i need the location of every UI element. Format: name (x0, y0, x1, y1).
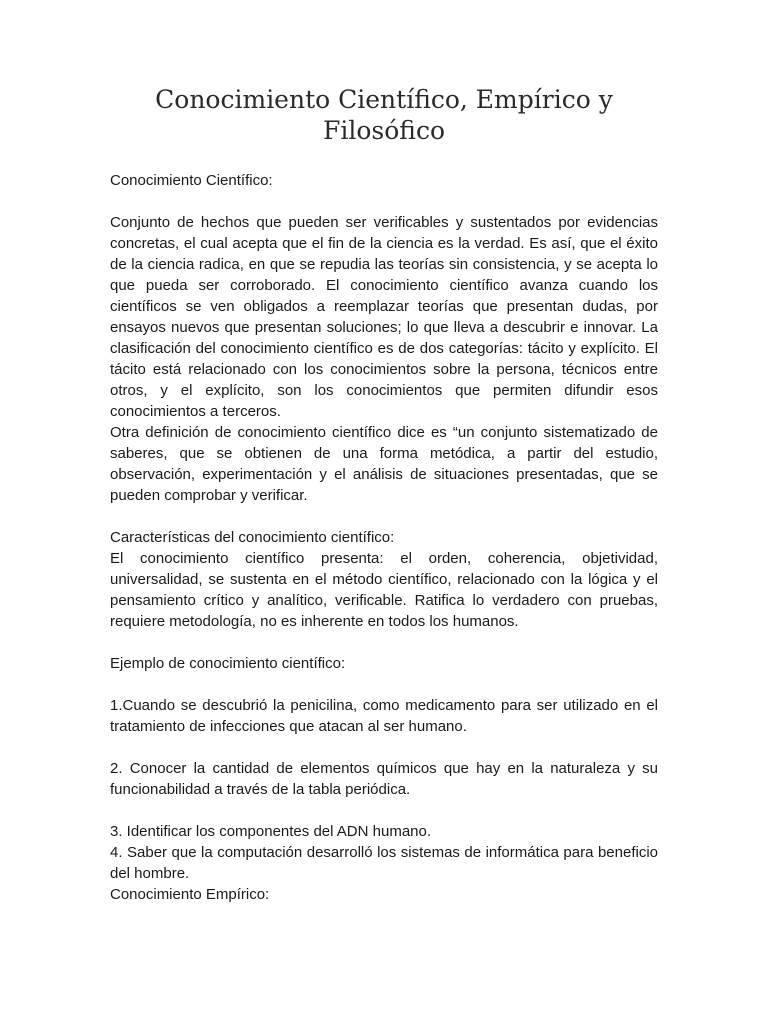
title-line-2: Filosófico (323, 116, 445, 145)
spacer (110, 632, 658, 653)
document-title (110, 84, 658, 146)
heading-ejemplo: Ejemplo de conocimiento científico: (110, 655, 346, 672)
document-body (110, 170, 658, 905)
paragraph-definicion: Conjunto de hechos que pueden ser verificables y sustentados por evidencias concretas, el cual acepta que el fin de la ciencia es la verdad. Es así, que el éxito de la ciencia radica, en que se repudia las teorías sin consistencia, y se acepta lo que pueda ser corroborado. El conocimiento científico avanza cuando los científicos se ven obligados a reemplazar teorías que presentan dudas, por ensayos nuevos que presentan soluciones; lo que lleva a descubrir e innovar. La clasificación del conocimiento científico es de dos categorías: tácito y explícito. El tácito está relacionado con los conocimientos sobre la persona, técnicos entre otros, y el explícito, son los conocimientos que permiten difundir esos conocimientos a terceros. (110, 214, 658, 420)
title-line-1: Conocimiento Científico, Empírico y (155, 85, 613, 114)
heading-conocimiento-empirico: Conocimiento Empírico: (110, 886, 270, 903)
example-item-2: 2. Conocer la cantidad de elementos químicos que hay en la naturaleza y su funcionabilidad a través de la tabla periódica. (110, 760, 658, 798)
heading-conocimiento-cientifico: Conocimiento Científico: (110, 172, 273, 189)
spacer (110, 506, 658, 527)
paragraph-caracteristicas: El conocimiento científico presenta: el orden, coherencia, objetividad, universalidad, se sustenta en el método científico, relacionado con la lógica y el pensamiento crítico y analítico, verificable. Ratifica lo verdadero con pruebas, requiere metodología, no es inherente en todos los humanos. (110, 550, 658, 630)
spacer (110, 800, 658, 821)
spacer (110, 674, 658, 695)
example-item-1: 1.Cuando se descubrió la penicilina, como medicamento para ser utilizado en el tratamiento de infecciones que atacan al ser humano. (110, 697, 658, 735)
spacer (110, 737, 658, 758)
heading-caracteristicas: Características del conocimiento científico: (110, 529, 395, 546)
spacer (110, 191, 658, 212)
example-item-3: 3. Identificar los componentes del ADN humano. (110, 823, 432, 840)
paragraph-otra-definicion: Otra definición de conocimiento científico dice es “un conjunto sistematizado de saberes, que se obtienen de una forma metódica, a partir del estudio, observación, experimentación y el análisis de situaciones presentadas, que se pueden comprobar y verificar. (110, 424, 658, 504)
example-item-4: 4. Saber que la computación desarrolló los sistemas de informática para beneficio del hombre. (110, 844, 658, 882)
